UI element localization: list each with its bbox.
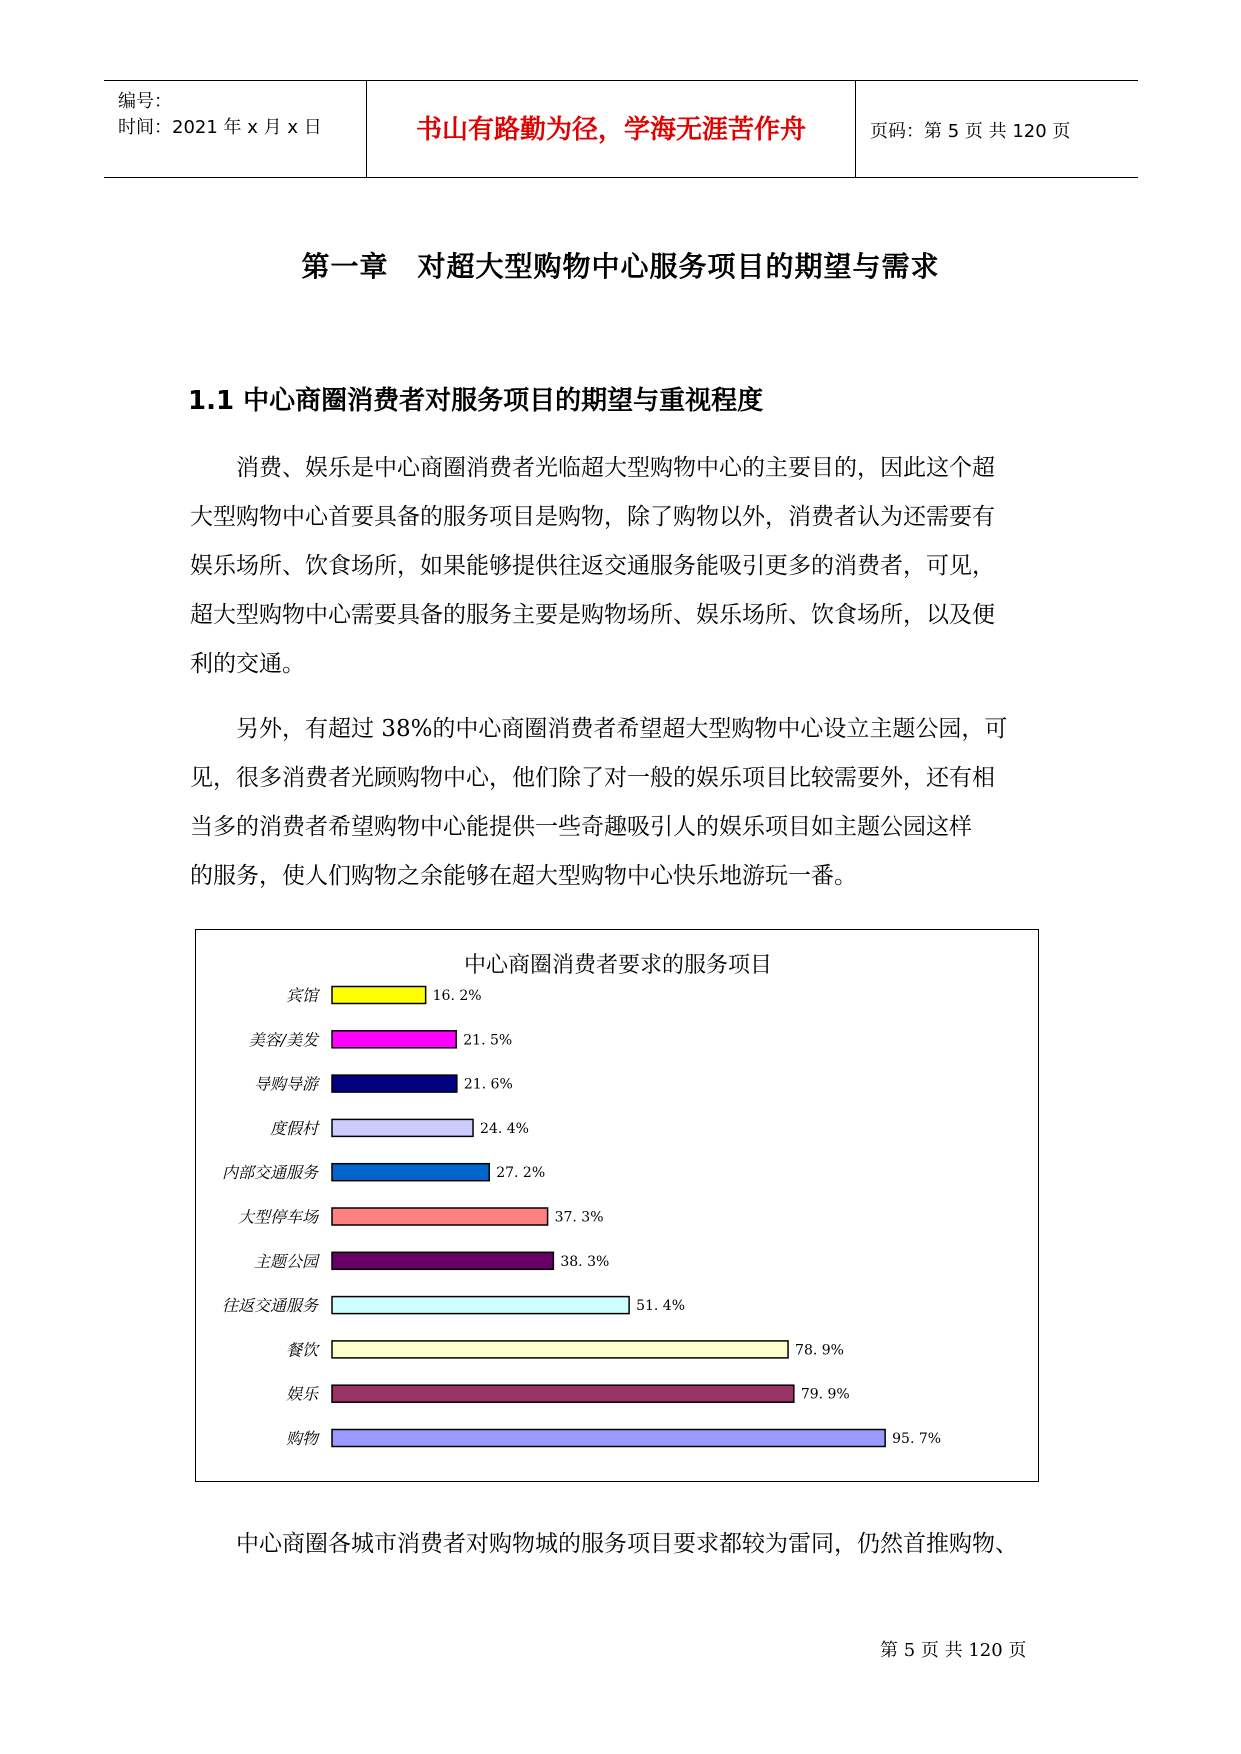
bar-大型停车场 [332,1208,548,1225]
chart-marks [222,986,941,1448]
paragraph-line: 超大型购物中心需要具备的服务主要是购物场所、娱乐场所、饮食场所，以及便 [190,602,995,628]
bar-内部交通服务 [332,1164,489,1181]
category-label: 主题公园 [253,1251,318,1271]
category-label: 餐饮 [285,1340,318,1360]
bar-宾馆 [332,987,426,1004]
bar-导购导游 [332,1075,457,1092]
paragraph-line: 另外，有超过 38%的中心商圈消费者希望超大型购物中心设立主题公园，可 [190,716,1008,742]
chart-title: 中心商圈消费者要求的服务项目 [463,953,773,978]
header-motto: 书山有路勤为径，学海无涯苦作舟 [415,115,806,145]
paragraph-line: 中心商圈各城市消费者对购物城的服务项目要求都较为雷同，仍然首推购物、 [190,1531,1018,1557]
chapter-title: 第一章 对超大型购物中心服务项目的期望与需求 [301,250,940,283]
paragraph-line: 见，很多消费者光顾购物中心，他们除了对一般的娱乐项目比较需要外，还有相 [190,765,995,791]
bar-娱乐 [332,1385,794,1402]
paragraph-line: 利的交通。 [190,651,305,677]
section-title: 1.1 中心商圈消费者对服务项目的期望与重视程度 [188,386,764,416]
category-label: 娱乐 [285,1384,318,1404]
value-label: 16. 2% [432,988,482,1004]
paragraph-2 [190,705,1070,901]
footer-page-number: 第 5 页 共 120 页 [880,1640,1027,1661]
value-label: 21. 5% [463,1032,513,1049]
category-label: 内部交通服务 [221,1163,318,1183]
category-label: 宾馆 [285,986,318,1005]
chart-canvas [196,930,1040,1483]
paragraph-line: 大型购物中心首要具备的服务项目是购物，除了购物以外，消费者认为还需要有 [190,504,995,530]
category-label: 度假村 [269,1118,318,1138]
paragraph-1 [190,444,1070,689]
value-label: 51. 4% [636,1298,686,1315]
category-label: 购物 [285,1429,318,1448]
category-label: 大型停车场 [237,1207,318,1227]
paragraph-line: 当多的消费者希望购物中心能提供一些奇趣吸引人的娱乐项目如主题公园这样 [190,814,972,840]
header-motto-cell [367,81,856,177]
header-page-label: 页码：第 5 页 共 120 页 [870,121,1071,142]
page-header [104,80,1138,178]
bar-餐饮 [332,1341,788,1358]
value-label: 24. 4% [480,1120,529,1137]
value-label: 27. 2% [496,1165,546,1182]
bar-往返交通服务 [332,1297,629,1314]
document-time-label: 时间：2021 年 x 月 x 日 [118,117,322,138]
value-label: 95. 7% [892,1431,942,1447]
paragraph-line: 娱乐场所、饮食场所，如果能够提供往返交通服务能吸引更多的消费者，可见， [190,553,995,579]
bar-美容-美发 [332,1031,456,1048]
bar-购物 [332,1430,885,1447]
header-page-cell [856,81,1138,177]
category-label: 往返交通服务 [221,1296,318,1316]
value-label: 21. 6% [463,1076,513,1093]
value-label: 38. 3% [560,1253,610,1270]
value-label: 78. 9% [795,1342,844,1359]
value-label: 37. 3% [554,1209,604,1226]
document-number-label: 编号： [118,91,172,112]
bar-度假村 [332,1119,473,1136]
category-label: 美容/美发 [248,1030,318,1050]
paragraph-line: 的服务，使人们购物之余能够在超大型购物中心快乐地游玩一番。 [190,863,857,889]
category-label: 导购导游 [253,1074,318,1094]
bar-主题公园 [332,1252,553,1269]
page-footer [880,1636,1026,1662]
paragraph-3 [190,1520,1070,1569]
service-items-bar-chart [195,929,1039,1482]
header-meta-cell [104,81,367,177]
value-label: 79. 9% [800,1386,850,1403]
paragraph-line: 消费、娱乐是中心商圈消费者光临超大型购物中心的主要目的，因此这个超 [190,455,995,481]
